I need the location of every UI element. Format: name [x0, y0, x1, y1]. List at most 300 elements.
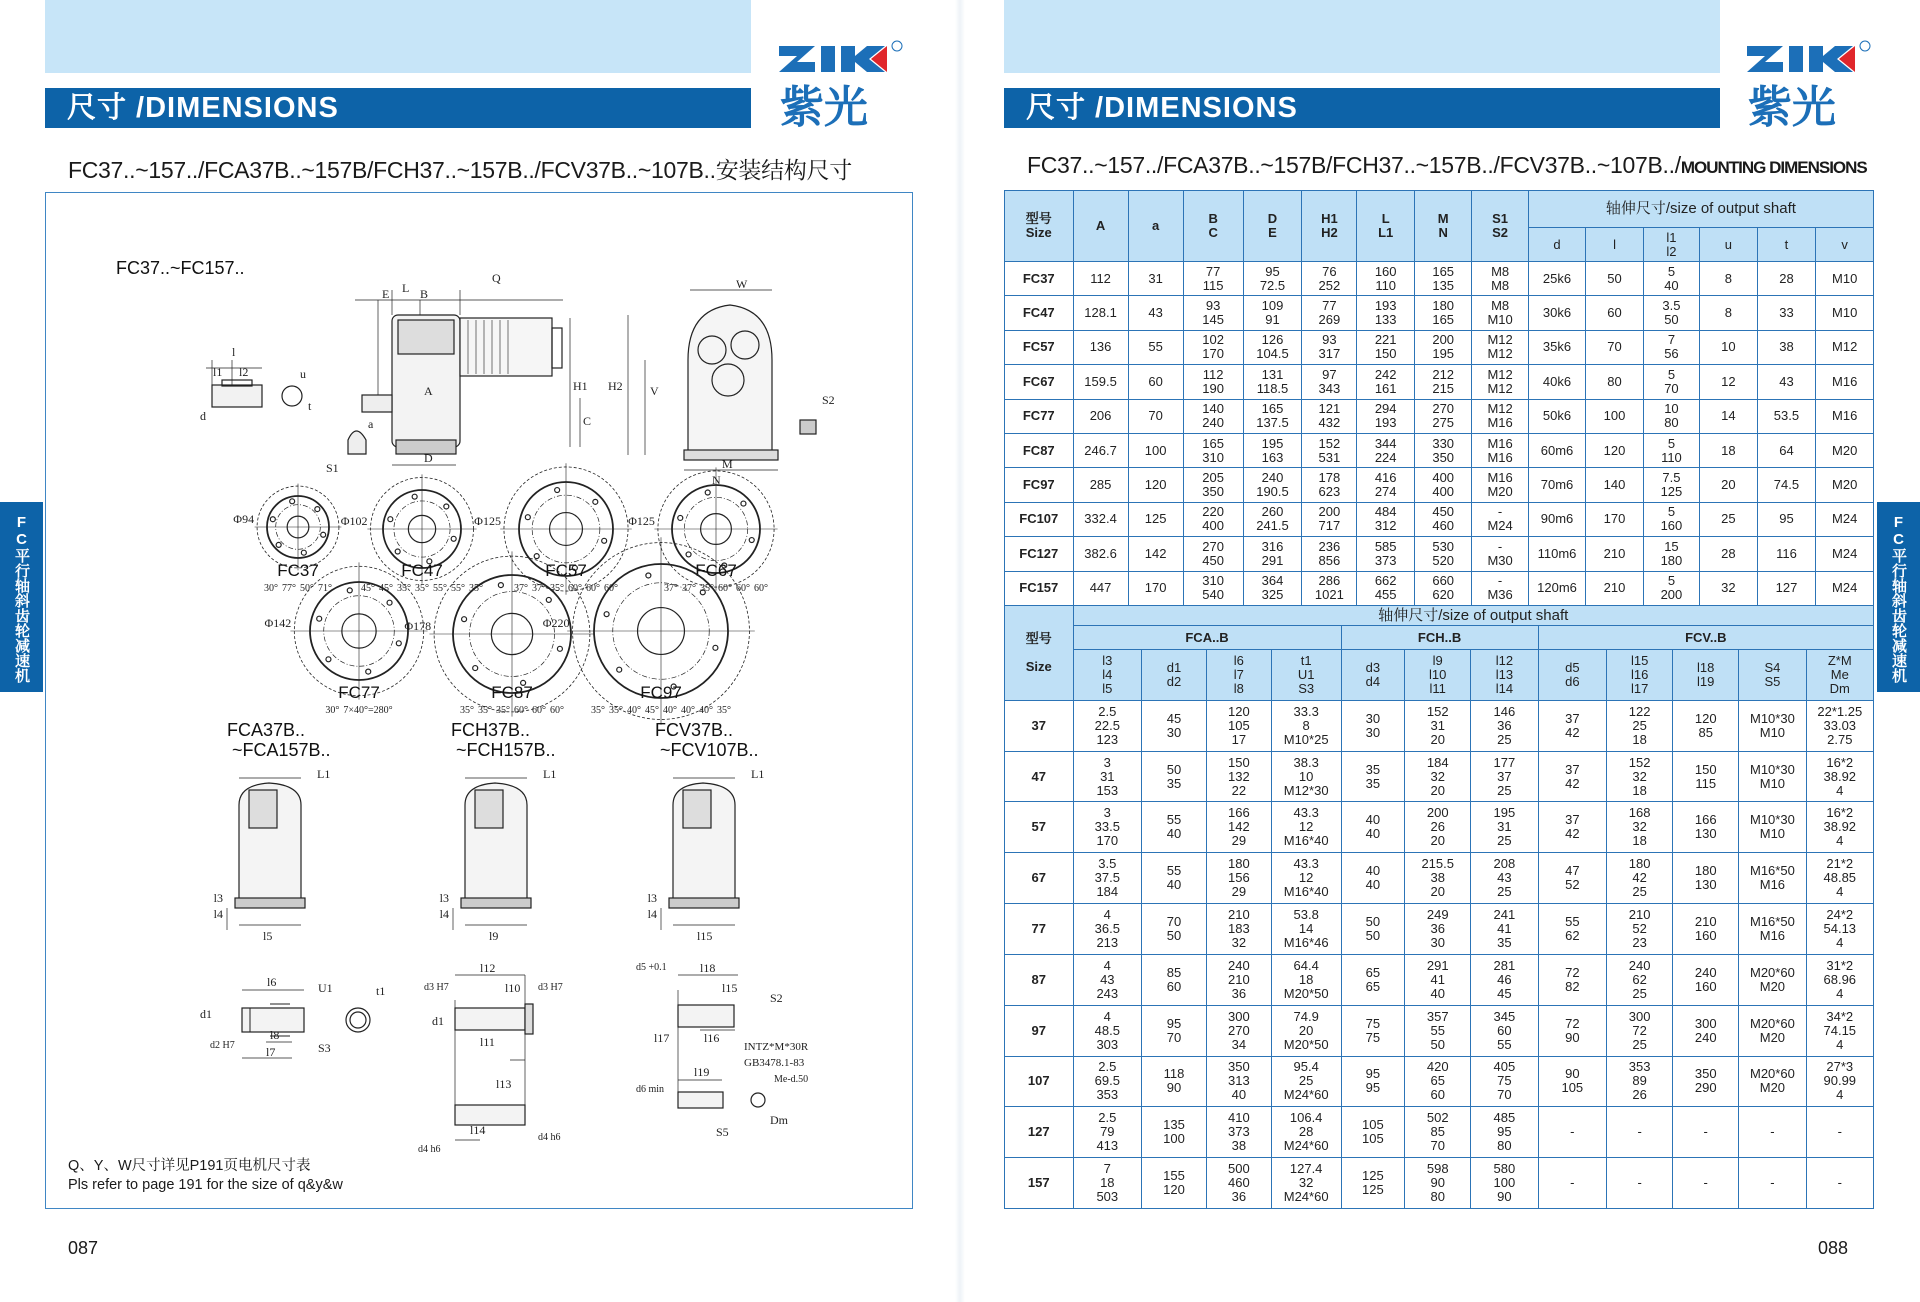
table-cell: 150 115	[1673, 751, 1739, 802]
table-cell: 7 56	[1643, 330, 1699, 364]
table-cell: 285	[1073, 468, 1128, 502]
page-number-left: 087	[68, 1238, 99, 1258]
table-cell: 195 163	[1243, 433, 1302, 467]
flange-angle-label: 60°	[532, 705, 546, 716]
flange-fc47	[341, 474, 483, 594]
column-subgroup-header: FCV..B	[1538, 626, 1873, 650]
table-cell: 15 180	[1643, 537, 1699, 571]
flange-fc37	[233, 484, 341, 594]
row-size: 157	[1005, 1158, 1074, 1209]
table-cell: 160 110	[1357, 262, 1415, 296]
table-cell: 55 40	[1142, 853, 1207, 904]
row-size: FC57	[1005, 330, 1074, 364]
table-cell: 300 240	[1673, 1005, 1739, 1056]
table-cell: 165 310	[1183, 433, 1243, 467]
table-cell: 38.3 10 M12*30	[1271, 751, 1341, 802]
table-cell: 16*2 38.92 4	[1806, 802, 1873, 853]
row-size: 57	[1005, 802, 1074, 853]
variant-fca37b	[214, 720, 331, 943]
flange-angle-label: 77°	[282, 583, 296, 594]
table-cell: -	[1607, 1158, 1673, 1209]
flange-angle-label: 60°	[568, 583, 582, 594]
table-cell: 140 240	[1183, 399, 1243, 433]
table-cell: 109 91	[1243, 296, 1302, 330]
table-cell: 16*2 38.92 4	[1806, 751, 1873, 802]
column-header-size: 型号 Size	[1005, 191, 1074, 262]
table-cell: 140	[1586, 468, 1644, 502]
column-header: H1 H2	[1302, 191, 1357, 262]
page-subtitle: FC37..~157../FCA37B..~157B/FCH37..~157B../FCV37B..~107B..安装结构尺寸	[68, 157, 852, 183]
footnote-cn: Q、Y、W尺寸详见P191页电机尺寸表	[68, 1158, 311, 1174]
dim-label-l13: l13	[496, 1077, 512, 1091]
table-cell: 500 460 36	[1206, 1158, 1271, 1209]
dim-label-L1: L1	[543, 767, 557, 781]
table-cell: 294 193	[1357, 399, 1415, 433]
table-cell: 3.5 37.5 184	[1073, 853, 1142, 904]
shaft-cap-icon	[348, 431, 366, 454]
dim-label-H1: H1	[573, 379, 588, 393]
column-header: l15 l16 l17	[1607, 650, 1673, 701]
table-cell: M8 M10	[1472, 296, 1528, 330]
dim-label-d3: d3 H7	[424, 982, 449, 993]
table-cell: 206	[1073, 399, 1128, 433]
table-cell: 184 32 20	[1405, 751, 1471, 802]
table-row	[1005, 399, 1874, 433]
column-header: t1 U1 S3	[1271, 650, 1341, 701]
dim-label: l15	[697, 929, 713, 943]
table-cell: 210 52 23	[1607, 904, 1673, 955]
flange-angle-label: 60°	[586, 583, 600, 594]
table-cell: 270 275	[1414, 399, 1472, 433]
dim-label-H2: H2	[608, 379, 623, 393]
flange-angle-label: 35°	[700, 583, 714, 594]
table-cell: M16*50 M16	[1739, 904, 1806, 955]
table-cell: 37 42	[1538, 751, 1607, 802]
table-cell: 35 35	[1341, 751, 1405, 802]
dim-label-l7: l7	[266, 1045, 276, 1059]
table-cell: 31	[1128, 262, 1183, 296]
table-cell: 55	[1128, 330, 1183, 364]
table-cell: 166 130	[1673, 802, 1739, 853]
table-cell: 405 75 70	[1471, 1056, 1538, 1107]
dim-label-d: d	[200, 409, 206, 423]
table-cell: - M30	[1472, 537, 1528, 571]
table-cell: 4 43 243	[1073, 954, 1142, 1005]
column-header: a	[1128, 191, 1183, 262]
table-cell: 177 37 25	[1471, 751, 1538, 802]
table-cell: M10*30 M10	[1739, 700, 1806, 751]
variant-fcv37b	[648, 720, 765, 943]
dim-label: l3	[213, 891, 223, 905]
dim-label-S2: S2	[822, 393, 835, 407]
table-cell: 131 118.5	[1243, 365, 1302, 399]
table-cell: 95	[1757, 502, 1816, 536]
table-cell: 291 41 40	[1405, 954, 1471, 1005]
table-cell: 416 274	[1357, 468, 1415, 502]
flange-angle-label: 45°	[379, 583, 393, 594]
table-cell: 27*3 90.99 4	[1806, 1056, 1873, 1107]
table-cell: 95 70	[1142, 1005, 1207, 1056]
row-size: 107	[1005, 1056, 1074, 1107]
table-cell: 353 89 26	[1607, 1056, 1673, 1107]
table-cell: 120 85	[1673, 700, 1739, 751]
table-cell: 21*2 48.85 4	[1806, 853, 1873, 904]
flange-name-label: FC87	[491, 683, 533, 702]
row-size: FC157	[1005, 571, 1074, 605]
table-cell: 142	[1128, 537, 1183, 571]
dim-label-l18: l18	[700, 961, 716, 975]
row-size: FC77	[1005, 399, 1074, 433]
page-number-right: 088	[1818, 1238, 1849, 1258]
table-row	[1005, 502, 1874, 536]
fca-shaft-detail	[242, 990, 370, 1058]
flange-angle-label: 37°	[664, 583, 678, 594]
table-cell: 260 241.5	[1243, 502, 1302, 536]
flange-angle-label: 35°	[397, 583, 411, 594]
table-cell: 170	[1128, 571, 1183, 605]
table-cell: 5 40	[1643, 262, 1699, 296]
column-header: d1 d2	[1142, 650, 1207, 701]
dim-label-l6: l6	[267, 975, 277, 989]
dim-label-D: D	[424, 451, 433, 465]
table-cell: 135 100	[1142, 1107, 1207, 1158]
table-cell: 12	[1700, 365, 1758, 399]
table-cell: 400 400	[1414, 468, 1472, 502]
footnote	[68, 1157, 343, 1195]
table-cell: 2.5 69.5 353	[1073, 1056, 1142, 1107]
table-cell: 350 313 40	[1206, 1056, 1271, 1107]
dim-label-Dm: Dm	[770, 1113, 788, 1127]
row-size: 87	[1005, 954, 1074, 1005]
dim-label-d1-fch: d1	[432, 1014, 444, 1028]
column-header: d5 d6	[1538, 650, 1607, 701]
table-cell: 165 137.5	[1243, 399, 1302, 433]
flange-name-label: FC37	[277, 561, 319, 580]
table-cell: M16	[1816, 365, 1874, 399]
table-cell: M10	[1816, 296, 1874, 330]
table-cell: 4 36.5 213	[1073, 904, 1142, 955]
dim-label-l1: l1	[213, 365, 223, 379]
flange-fc57	[474, 463, 632, 595]
table-cell: 241 41 35	[1471, 904, 1538, 955]
flange-diameter-label: Φ94	[233, 512, 255, 526]
row-size: 37	[1005, 700, 1074, 751]
table-cell: 210	[1586, 537, 1644, 571]
table-row	[1005, 1158, 1874, 1209]
table-cell: 210 183 32	[1206, 904, 1271, 955]
column-header: S4 S5	[1739, 650, 1806, 701]
table-cell: 74.5	[1757, 468, 1816, 502]
table-cell: M10*30 M10	[1739, 751, 1806, 802]
table-cell: 31*2 68.96 4	[1806, 954, 1873, 1005]
table-cell: 28	[1757, 262, 1816, 296]
flange-diameter-label: Φ142	[264, 616, 292, 630]
row-size: FC37	[1005, 262, 1074, 296]
table-cell: 484 312	[1357, 502, 1415, 536]
flange-angle-label: 60°	[718, 583, 732, 594]
dim-label-A: A	[424, 384, 433, 398]
table-cell: 95 95	[1341, 1056, 1405, 1107]
table-cell: 120 105 17	[1206, 700, 1271, 751]
table-cell: 50 35	[1142, 751, 1207, 802]
column-header: l9 l10 l11	[1405, 650, 1471, 701]
table-cell: 43.3 12 M16*40	[1271, 802, 1341, 853]
table-cell: 170	[1586, 502, 1644, 536]
table-cell: - M36	[1472, 571, 1528, 605]
dim-label-S3: S3	[318, 1041, 331, 1055]
table-cell: 221 150	[1357, 330, 1415, 364]
table-cell: - M24	[1472, 502, 1528, 536]
table-cell: 25	[1700, 502, 1758, 536]
flange-angle-label: 35°	[609, 705, 623, 716]
header-band-light-right	[1004, 0, 1720, 73]
table-cell: 350 290	[1673, 1056, 1739, 1107]
column-group-header: 轴伸尺寸/size of output shaft	[1073, 606, 1873, 626]
table-row	[1005, 433, 1874, 467]
dim-label-l17: l17	[654, 1031, 670, 1045]
flange-angle-label: 60°	[550, 705, 564, 716]
table-cell: 5 110	[1643, 433, 1699, 467]
dimensions-table	[1004, 190, 1874, 606]
table-cell: 75 75	[1341, 1005, 1405, 1056]
dim-label-l12: l12	[480, 961, 496, 975]
flange-angle-label: 45°	[645, 705, 659, 716]
table-cell: 85 60	[1142, 954, 1207, 1005]
column-header: l12 l13 l14	[1471, 650, 1538, 701]
table-row	[1005, 700, 1874, 751]
table-cell: 159.5	[1073, 365, 1128, 399]
table-cell: 246.7	[1073, 433, 1128, 467]
flange-name-label: FC77	[338, 683, 380, 702]
flange-angle-label: 40°	[699, 705, 713, 716]
table-cell: M12 M12	[1472, 330, 1528, 364]
page-gutter	[955, 0, 965, 1302]
table-cell: 660 620	[1414, 571, 1472, 605]
table-cell: 60m6	[1528, 433, 1586, 467]
table-row	[1005, 1107, 1874, 1158]
table-cell: 200 195	[1414, 330, 1472, 364]
dim-label-d4-right: d4 h6	[538, 1132, 561, 1143]
table-cell: M20*60 M20	[1739, 1005, 1806, 1056]
table-cell: 155 120	[1142, 1158, 1207, 1209]
table-cell: 530 520	[1414, 537, 1472, 571]
table-cell: 112 190	[1183, 365, 1243, 399]
flange-diameter-label: Φ125	[628, 514, 655, 528]
table-cell: 662 455	[1357, 571, 1415, 605]
flange-angle-label: 50°	[300, 583, 314, 594]
table-cell: 72 82	[1538, 954, 1607, 1005]
table-cell: 166 142 29	[1206, 802, 1271, 853]
table-cell: 210	[1586, 571, 1644, 605]
flange-angle-label: 35°	[415, 583, 429, 594]
flange-angle-label: 35°	[469, 583, 483, 594]
variant-title: FCH37B..	[451, 720, 531, 740]
table-cell: 270 450	[1183, 537, 1243, 571]
table-cell: 35k6	[1528, 330, 1586, 364]
flange-angle-label: 37°	[514, 583, 528, 594]
table-cell: 2.5 79 413	[1073, 1107, 1142, 1158]
table-cell: 60	[1128, 365, 1183, 399]
dim-label-t1: t1	[376, 984, 386, 998]
variant-subtitle: ~FCV107B..	[660, 740, 759, 760]
table-cell: 286 1021	[1302, 571, 1357, 605]
table-cell: 240 62 25	[1607, 954, 1673, 1005]
table-cell: -	[1607, 1107, 1673, 1158]
dim-label-L1: L1	[751, 767, 765, 781]
row-size: 97	[1005, 1005, 1074, 1056]
table-cell: 102 170	[1183, 330, 1243, 364]
table-cell: 70	[1128, 399, 1183, 433]
table-cell: -	[1739, 1158, 1806, 1209]
table-cell: 208 43 25	[1471, 853, 1538, 904]
table-cell: M24	[1816, 571, 1874, 605]
table-cell: 236 856	[1302, 537, 1357, 571]
variant-subtitle: ~FCA157B..	[232, 740, 331, 760]
table-cell: 72 90	[1538, 1005, 1607, 1056]
table-cell: 106.4 28 M24*60	[1271, 1107, 1341, 1158]
table-cell: 345 60 55	[1471, 1005, 1538, 1056]
dim-label-Q: Q	[492, 271, 501, 285]
flange-angle-label: 60°	[604, 583, 618, 594]
spline-spec-3: Me-d.50	[774, 1074, 809, 1085]
table-cell: 18	[1700, 433, 1758, 467]
table-cell: 420 65 60	[1405, 1056, 1471, 1107]
table-cell: 126 104.5	[1243, 330, 1302, 364]
table-cell: 24*2 54.13 4	[1806, 904, 1873, 955]
table-cell: -	[1538, 1158, 1607, 1209]
table-cell: 152 32 18	[1607, 751, 1673, 802]
table-cell: 5 160	[1643, 502, 1699, 536]
table-cell: 150 132 22	[1206, 751, 1271, 802]
table-cell: 127	[1757, 571, 1816, 605]
table-cell: 43	[1128, 296, 1183, 330]
table-row	[1005, 802, 1874, 853]
table-cell: 165 135	[1414, 262, 1472, 296]
row-size: FC97	[1005, 468, 1074, 502]
table-cell: 240 160	[1673, 954, 1739, 1005]
table-cell: 212 215	[1414, 365, 1472, 399]
table-cell: 195 31 25	[1471, 802, 1538, 853]
dim-label-U1: U1	[318, 981, 333, 995]
dim-label: l5	[263, 929, 273, 943]
table-cell: 8	[1700, 296, 1758, 330]
table-cell: 220 400	[1183, 502, 1243, 536]
column-header: t	[1757, 228, 1816, 262]
dim-label-t: t	[308, 399, 312, 413]
column-header: u	[1700, 228, 1758, 262]
zik-logo-icon	[1743, 40, 1878, 135]
brand-logo-right	[1743, 40, 1878, 140]
dim-label-l19: l19	[694, 1065, 710, 1079]
flange-angle-label: 71°	[318, 583, 332, 594]
table-cell: 25k6	[1528, 262, 1586, 296]
table-cell: 30k6	[1528, 296, 1586, 330]
table-cell: 146 36 25	[1471, 700, 1538, 751]
table-cell: 32	[1700, 571, 1758, 605]
hollow-shaft-variants	[214, 720, 765, 943]
table-cell: 120	[1586, 433, 1644, 467]
dim-label-l11: l11	[480, 1035, 495, 1049]
table-cell: -	[1739, 1107, 1806, 1158]
dim-label: l9	[489, 929, 499, 943]
flange-angle-label: 60°	[754, 583, 768, 594]
dim-label: l4	[213, 907, 223, 921]
table-row	[1005, 296, 1874, 330]
table-cell: 40 40	[1341, 802, 1405, 853]
table-cell: 120m6	[1528, 571, 1586, 605]
table-cell: 4 48.5 303	[1073, 1005, 1142, 1056]
table-row	[1005, 468, 1874, 502]
table-cell: M12 M16	[1472, 399, 1528, 433]
dim-label: l4	[439, 907, 449, 921]
row-size: 77	[1005, 904, 1074, 955]
table-cell: 3 33.5 170	[1073, 802, 1142, 853]
variant-title: FCV37B..	[655, 720, 734, 740]
flange-angle-label: 35°	[717, 705, 731, 716]
row-size: FC67	[1005, 365, 1074, 399]
dim-label-u: u	[300, 367, 306, 381]
table-cell: 3.5 50	[1643, 296, 1699, 330]
variant-subtitle: ~FCH157B..	[456, 740, 556, 760]
flange-angle-label: 40°	[627, 705, 641, 716]
table-cell: 47 52	[1538, 853, 1607, 904]
dim-label-l2: l2	[239, 365, 249, 379]
column-header: D E	[1243, 191, 1302, 262]
table-row	[1005, 853, 1874, 904]
table-cell: 10 80	[1643, 399, 1699, 433]
dim-label-L1: L1	[317, 767, 331, 781]
table-cell: 80	[1586, 365, 1644, 399]
table-cell: 28	[1700, 537, 1758, 571]
flange-angle-label: 45°	[361, 583, 375, 594]
column-group-header: 轴伸尺寸/size of output shaft	[1528, 191, 1873, 228]
table-cell: 14	[1700, 399, 1758, 433]
table-cell: 300 72 25	[1607, 1005, 1673, 1056]
table-cell: 53.8 14 M16*46	[1271, 904, 1341, 955]
table-cell: 74.9 20 M20*50	[1271, 1005, 1341, 1056]
table-cell: 316 291	[1243, 537, 1302, 571]
table-cell: M12 M12	[1472, 365, 1528, 399]
flange-name-label: FC57	[545, 561, 587, 580]
table-row	[1005, 537, 1874, 571]
section-title: 尺寸 /DIMENSIONS	[67, 92, 339, 124]
table-cell: 97 343	[1302, 365, 1357, 399]
gearbox-side-view	[348, 290, 580, 465]
column-subgroup-header: FCH..B	[1341, 626, 1538, 650]
dim-label-l15: l15	[722, 981, 738, 995]
table-cell: 332.4	[1073, 502, 1128, 536]
table-cell: 37 42	[1538, 700, 1607, 751]
dim-label: l3	[647, 891, 657, 905]
dim-label-d1: d1	[200, 1007, 212, 1021]
table-cell: M16 M16	[1472, 433, 1528, 467]
column-subgroup-header: FCA..B	[1073, 626, 1341, 650]
flange-angle-label: 35°	[496, 705, 510, 716]
table-cell: M20*60 M20	[1739, 954, 1806, 1005]
table-cell: 210 160	[1673, 904, 1739, 955]
table-cell: 76 252	[1302, 262, 1357, 296]
table-cell: M8 M8	[1472, 262, 1528, 296]
table-cell: M16	[1816, 399, 1874, 433]
table-cell: 357 55 50	[1405, 1005, 1471, 1056]
table-cell: 128.1	[1073, 296, 1128, 330]
table-cell: 110m6	[1528, 537, 1586, 571]
gearbox-end-view	[628, 290, 816, 470]
table-cell: 20	[1700, 468, 1758, 502]
table-cell: 33	[1757, 296, 1816, 330]
dim-label-a: a	[368, 417, 374, 431]
table-cell: 122 25 18	[1607, 700, 1673, 751]
